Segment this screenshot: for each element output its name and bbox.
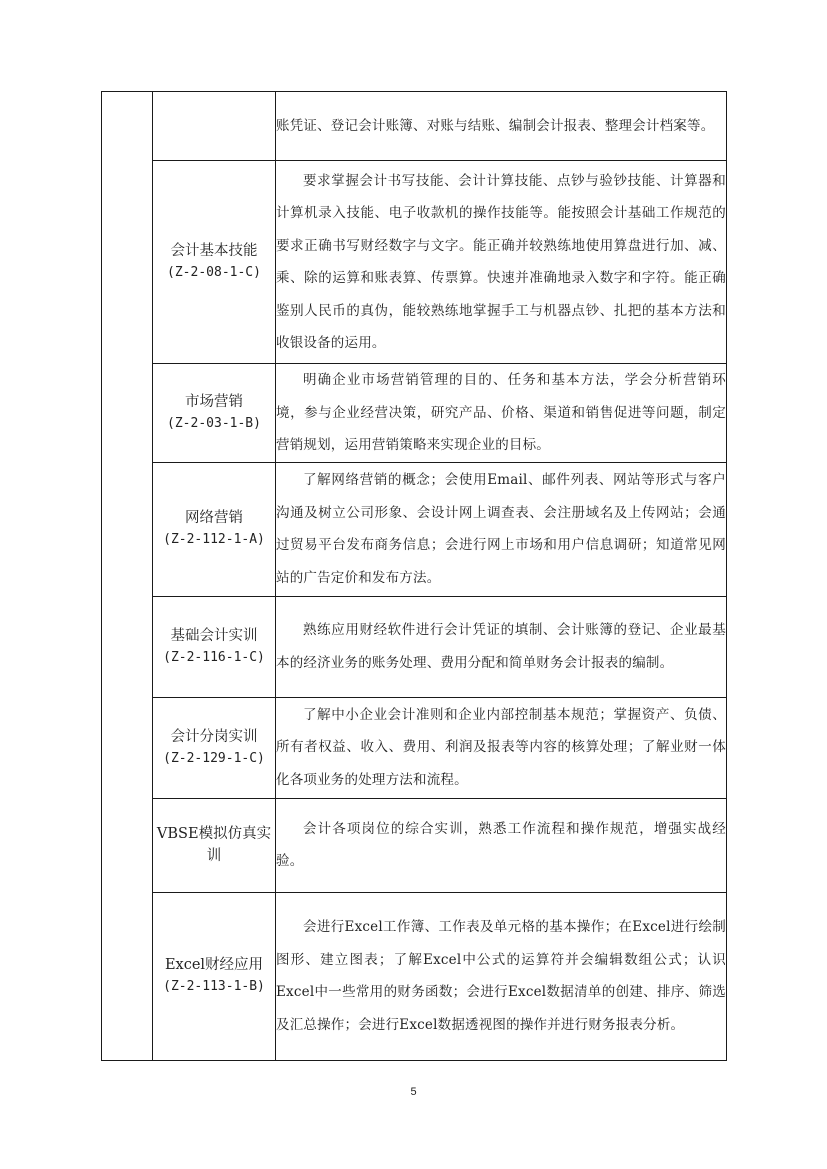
group-cell xyxy=(102,92,153,1061)
course-name-cell xyxy=(153,596,276,697)
course-description: 明确企业市场营销管理的目的、任务和基本方法，学会分析营销环境，参与企业经营决策，研究产品、价格、渠道和销售促进等问题，制定营销规划，运用营销策略来实现企业的目标。 xyxy=(276,372,726,453)
course-description-cell xyxy=(276,364,727,463)
table-row xyxy=(102,364,727,463)
course-description-cell xyxy=(276,697,727,798)
course-code: (Z-2-03-1-B) xyxy=(167,415,261,431)
course-title: 会计分岗实训 xyxy=(170,728,258,745)
course-name-cell xyxy=(153,892,276,1060)
table-row xyxy=(102,697,727,798)
course-title: 基础会计实训 xyxy=(170,627,258,644)
course-title: VBSE模拟仿真实训 xyxy=(156,826,272,864)
course-description: 了解网络营销的概念；会使用Email、邮件列表、网站等形式与客户沟通及树立公司形象、会设计网上调查表、会注册域名及上传网站；会通过贸易平台发布商务信息；会进行网上市场和用户信息调研；知道常见网站的广告定价和发布方法。 xyxy=(276,472,726,586)
course-name-cell xyxy=(153,161,276,364)
course-code: (Z-2-113-1-B) xyxy=(163,979,265,994)
course-description-cell xyxy=(276,798,727,892)
course-description: 会进行Excel工作簿、工作表及单元格的基本操作；在Excel进行绘制图形、建立图表；了解Excel中公式的运算符并会编辑数组公式；认识Excel中一些常用的财务函数；会进行Excel数据清单的创建、排序、筛选及汇总操作；会进行Excel数据透视图的操作并进行财务报表分析。 xyxy=(276,919,726,1033)
course-description-cell xyxy=(276,892,727,1060)
course-code: (Z-2-08-1-C) xyxy=(167,265,261,280)
course-description: 要求掌握会计书写技能、会计计算技能、点钞与验钞技能、计算器和计算机录入技能、电子收款机的操作技能等。能按照会计基础工作规范的要求正确书写财经数字与文字。能正确并较熟练地使用算盘进行加、减、乘、除的运算和账表算、传票算。快速并准确地录入数字和字符。能正确鉴别人民币的真伪，能较熟练地掌握手工与机器点钞、扎把的基本方法和收银设备的运用。 xyxy=(276,172,726,351)
course-title: 市场营销 xyxy=(185,393,243,410)
page-number: 5 xyxy=(410,1086,417,1098)
course-description-cell xyxy=(276,462,727,596)
table-row xyxy=(102,892,727,1060)
course-description: 熟练应用财经软件进行会计凭证的填制、会计账簿的登记、企业最基本的经济业务的账务处理、费用分配和简单财务会计报表的编制。 xyxy=(276,622,726,671)
course-name-cell xyxy=(153,364,276,463)
course-name-cell xyxy=(153,697,276,798)
table-row xyxy=(102,798,727,892)
course-code: (Z-2-112-1-A) xyxy=(163,532,265,547)
course-name-cell xyxy=(153,92,276,161)
course-name-cell xyxy=(153,462,276,596)
course-description: 了解中小企业会计准则和企业内部控制基本规范；掌握资产、负债、所有者权益、收入、费用、利润及报表等内容的核算处理；了解业财一体化各项业务的处理方法和流程。 xyxy=(276,706,726,788)
table-row xyxy=(102,161,727,364)
course-description-cell xyxy=(276,161,727,364)
course-description-cell xyxy=(276,92,727,161)
course-table xyxy=(101,91,727,1061)
table-row xyxy=(102,462,727,596)
course-title: 会计基本技能 xyxy=(170,243,258,259)
course-description: 账凭证、登记会计账簿、对账与结账、编制会计报表、整理会计档案等。 xyxy=(276,117,715,134)
course-code: (Z-2-116-1-C) xyxy=(163,649,265,665)
table-row xyxy=(102,596,727,697)
course-code: (Z-2-129-1-C) xyxy=(163,750,265,766)
course-name-cell xyxy=(153,798,276,892)
course-description: 会计各项岗位的综合实训，熟悉工作流程和操作规范，增强实战经验。 xyxy=(276,820,726,869)
course-description-cell xyxy=(276,596,727,697)
course-title: Excel财经应用 xyxy=(164,957,264,973)
course-title: 网络营销 xyxy=(185,510,243,526)
table-row xyxy=(102,92,727,161)
